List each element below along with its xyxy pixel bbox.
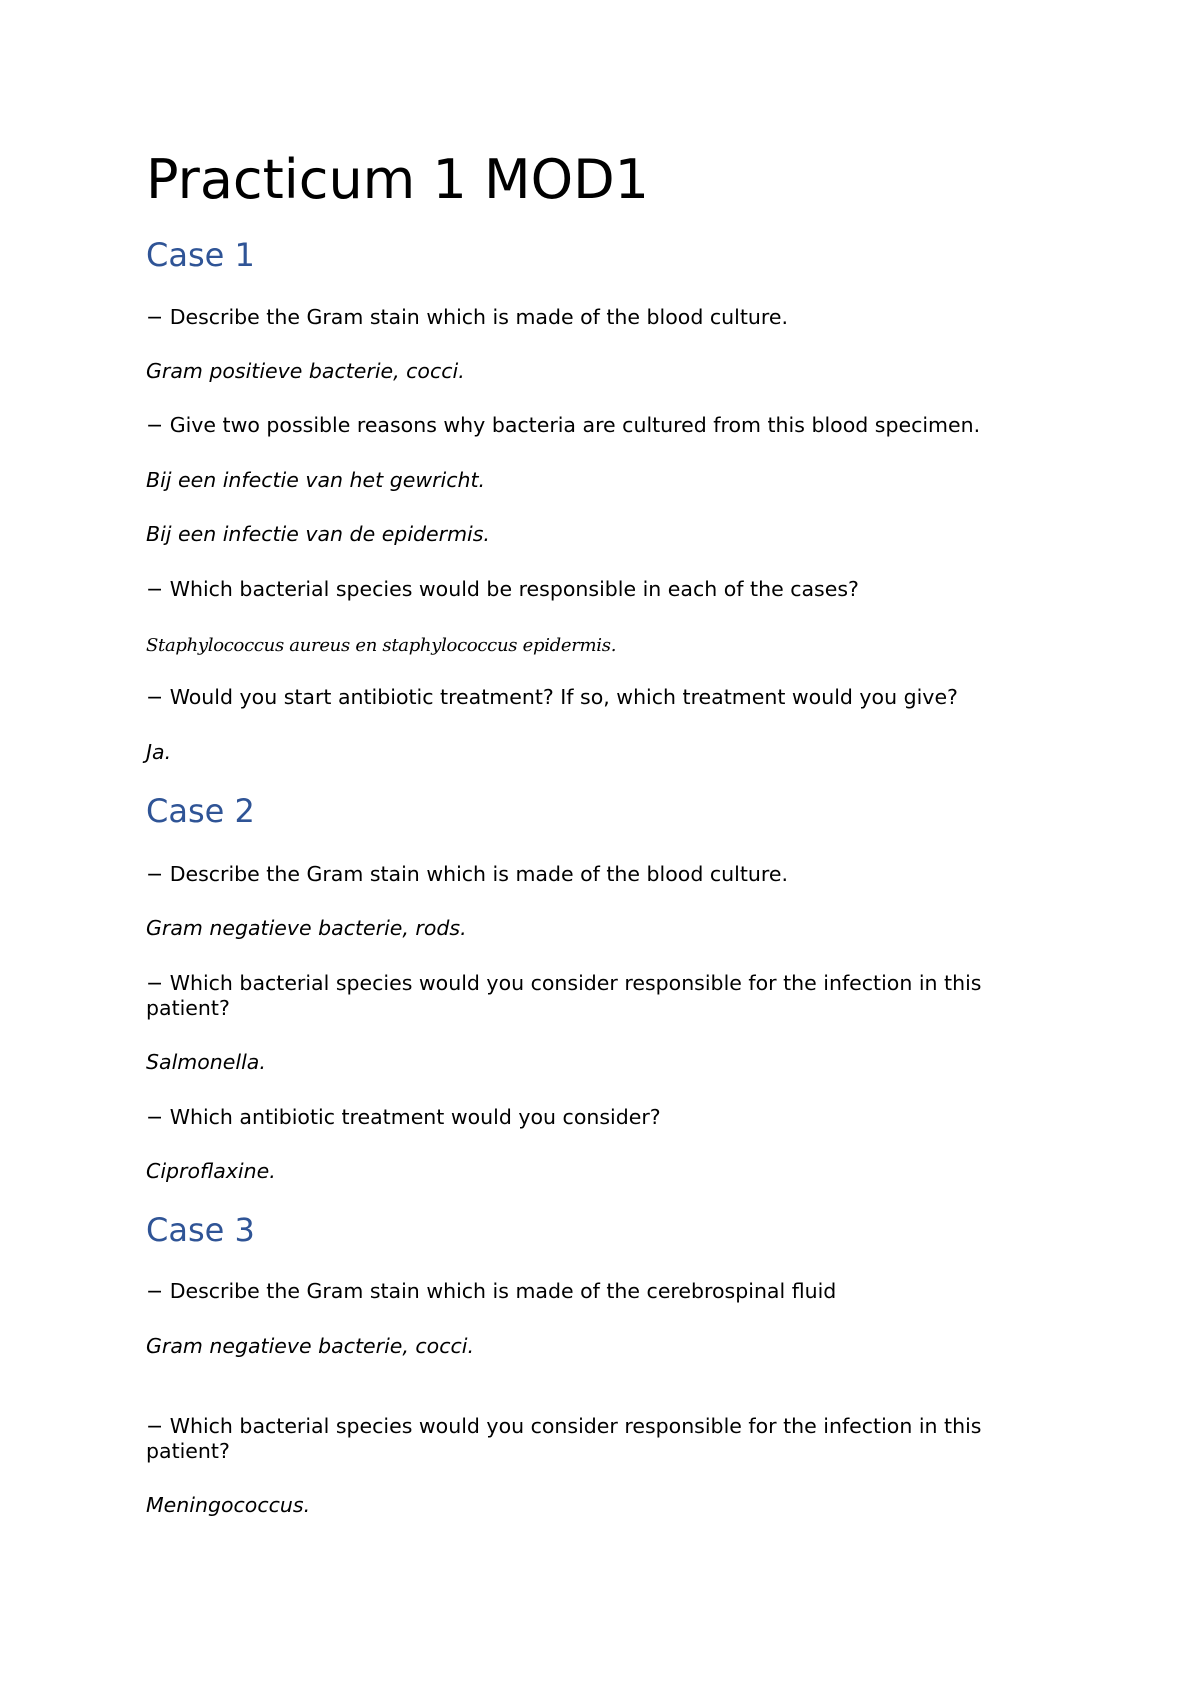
case-1-answer-2b: Bij een infectie van de epidermis. [146,522,490,546]
case-1-answer-2a: Bij een infectie van het gewricht. [146,468,486,492]
case-1-heading: Case 1 [146,236,255,274]
case-3-answer-2: Meningococcus. [146,1493,311,1517]
case-1-answer-4: Ja. [146,740,172,764]
case-2-answer-1: Gram negatieve bacterie, rods. [146,916,467,940]
case-3-question-1: − Describe the Gram stain which is made of the cerebrospinal fluid [146,1279,837,1303]
case-1-answer-3: Staphylococcus aureus en staphylococcus epidermis. [146,635,617,656]
case-2-question-1: − Describe the Gram stain which is made of the blood culture. [146,862,788,886]
case-3-question-2: − Which bacterial species would you consider responsible for the infection in this patient? [146,1414,982,1463]
case-2-answer-2: Salmonella. [146,1050,266,1074]
case-1-question-3: − Which bacterial species would be responsible in each of the cases? [146,577,859,601]
case-1-question-2: − Give two possible reasons why bacteria are cultured from this blood specimen. [146,413,981,437]
case-2-question-3: − Which antibiotic treatment would you consider? [146,1105,661,1129]
case-1-question-1: − Describe the Gram stain which is made of the blood culture. [146,305,788,329]
case-1-answer-1: Gram positieve bacterie, cocci. [146,359,465,383]
case-3-heading: Case 3 [146,1211,255,1249]
case-2-answer-3: Ciproflaxine. [146,1159,276,1183]
case-2-question-2: − Which bacterial species would you consider responsible for the infection in this patient? [146,971,982,1020]
case-1-question-4: − Would you start antibiotic treatment? If so, which treatment would you give? [146,685,958,709]
document-title: Practicum 1 MOD1 [146,148,650,211]
case-2-heading: Case 2 [146,792,255,830]
case-3-answer-1: Gram negatieve bacterie, cocci. [146,1334,474,1358]
